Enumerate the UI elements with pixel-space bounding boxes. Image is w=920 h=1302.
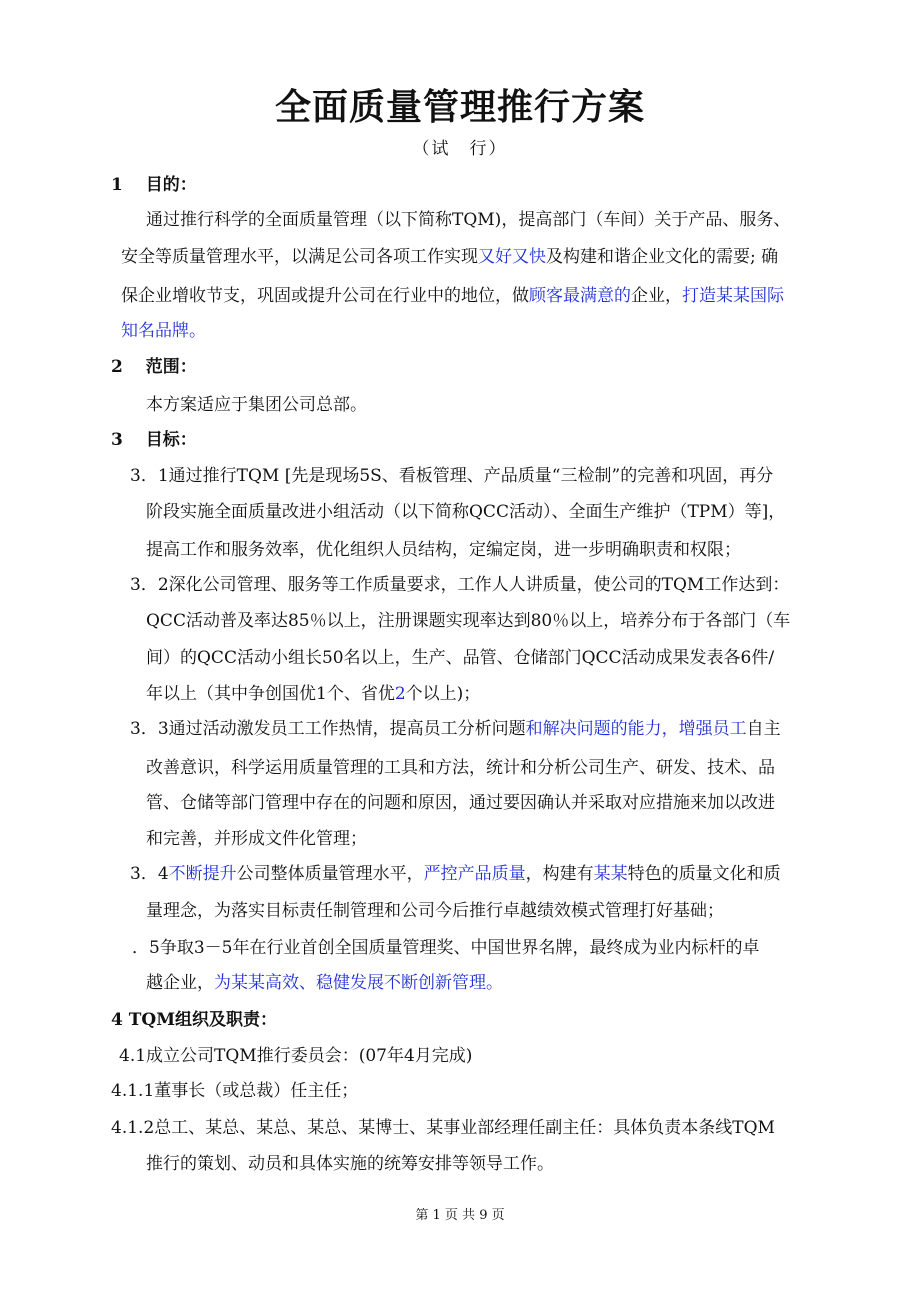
- text-run: 特色的质量文化和质: [627, 864, 781, 884]
- document-title: 全面质量管理推行方案: [274, 87, 645, 128]
- text-run: 4.1.1董事长（或总裁）任主任；: [111, 1081, 359, 1101]
- text-run: 2 范围：: [111, 357, 197, 377]
- text-run: 3 目标：: [111, 430, 197, 450]
- paragraph-line: [146, 608, 790, 634]
- section-heading: [111, 427, 197, 453]
- highlighted-text: 打造某某国际: [682, 286, 784, 306]
- text-run: 本方案适应于集团公司总部。: [146, 395, 367, 415]
- paragraph-line: [130, 861, 781, 887]
- text-run: 4 TQM组织及职责：: [111, 1010, 278, 1030]
- text-run: 年以上（其中争创国优1个、省优: [146, 684, 395, 704]
- text-run: 3．4: [130, 864, 169, 884]
- text-run: 安全等质量管理水平，以满足公司各项工作实现: [121, 247, 478, 267]
- paragraph-line: [146, 681, 480, 707]
- paragraph-line: [146, 499, 785, 525]
- highlighted-text: 又好又快: [478, 247, 546, 267]
- text-run: 量理念，为落实目标责任制管理和公司今后推行卓越绩效模式管理打好基础；: [146, 901, 724, 921]
- text-run: 4.1.2总工、某总、某总、某总、某博士、某事业部经理任副主任：具体负责本条线TQM: [111, 1118, 775, 1138]
- document-subtitle: （试 行）: [412, 139, 508, 159]
- paragraph-line: [121, 244, 778, 270]
- section-heading: [111, 354, 197, 380]
- highlighted-text: 为某某高效、稳健发展不断创新管理。: [214, 973, 503, 993]
- highlighted-text: 和解决问题的能力，增强员工: [525, 719, 747, 739]
- highlighted-text: 某某: [593, 864, 628, 884]
- text-run: 推行的策划、动员和具体实施的统筹安排等领导工作。: [146, 1154, 554, 1174]
- paragraph-line: [111, 1078, 358, 1104]
- text-run: 3．2深化公司管理、服务等工作质量要求，工作人人讲质量，使公司的TQM工作达到：: [130, 575, 790, 595]
- text-run: 保企业增收节支，巩固或提升公司在行业中的地位，做: [121, 286, 529, 306]
- section-heading: [111, 1007, 277, 1033]
- text-run: 1 目的：: [111, 175, 197, 195]
- paragraph-line: [121, 318, 206, 344]
- highlighted-text: 2: [394, 684, 406, 704]
- text-run: 改善意识，科学运用质量管理的工具和方法，统计和分析公司生产、研发、技术、品: [146, 758, 775, 778]
- paragraph-line: [119, 1043, 472, 1069]
- text-run: 及构建和谐企业文化的需要; 确: [546, 247, 779, 267]
- paragraph-line: [146, 392, 367, 418]
- page-footer: 第 1 页 共 9 页: [415, 1208, 505, 1223]
- paragraph-line: [146, 207, 790, 233]
- text-run: QCC活动普及率达85％以上，注册课题实现率达到80％以上，培养分布于各部门（车: [146, 611, 791, 631]
- paragraph-line: [130, 572, 789, 598]
- text-run: 4.1成立公司TQM推行委员会：(07年4月完成): [119, 1046, 473, 1066]
- text-run: 提高工作和服务效率，优化组织人员结构，定编定岗，进一步明确职责和权限；: [146, 540, 741, 560]
- text-run: 自主: [746, 719, 781, 739]
- paragraph-line: [146, 790, 775, 816]
- paragraph-line: [146, 970, 503, 996]
- text-run: 3．1通过推行TQM [先是现场5S、看板管理、产品质量“三检制”的完善和巩固，再分: [130, 466, 774, 486]
- text-run: 公司整体质量管理水平，: [236, 864, 424, 884]
- text-run: 间）的QCC活动小组长50名以上，生产、品管、仓储部门QCC活动成果发表各6件/: [146, 648, 775, 668]
- paragraph-line: [146, 826, 367, 852]
- text-run: 企业，: [631, 286, 682, 306]
- text-run: 管、仓储等部门管理中存在的问题和原因，通过要因确认并采取对应措施来加以改进: [146, 793, 775, 813]
- text-run: 3．3通过活动激发员工工作热情，提高员工分析问题: [130, 719, 526, 739]
- paragraph-line: [146, 645, 774, 671]
- paragraph-line: [146, 1151, 554, 1177]
- paragraph-line: [146, 755, 775, 781]
- highlighted-text: 知名品牌。: [121, 321, 206, 341]
- paragraph-line: [121, 283, 784, 309]
- text-run: ，构建有: [525, 864, 594, 884]
- paragraph-line: [146, 898, 724, 924]
- text-run: 个以上)；: [405, 684, 481, 704]
- paragraph-line: [146, 537, 741, 563]
- text-run: 通过推行科学的全面质量管理（以下简称TQM)，提高部门（车间）关于产品、服务、: [146, 210, 791, 230]
- paragraph-line: [132, 935, 759, 961]
- highlighted-text: 严控产品质量: [423, 864, 526, 884]
- text-run: 和完善，并形成文件化管理；: [146, 829, 367, 849]
- paragraph-line: [130, 463, 773, 489]
- paragraph-line: [111, 1115, 775, 1141]
- section-heading: [111, 172, 197, 198]
- paragraph-line: [130, 716, 781, 742]
- text-run: 越企业，: [146, 973, 214, 993]
- highlighted-text: 不断提升: [168, 864, 237, 884]
- text-run: ．5争取3－5年在行业首创全国质量管理奖、中国世界名牌，最终成为业内标杆的卓: [132, 938, 760, 958]
- highlighted-text: 顾客最满意的: [529, 286, 631, 306]
- text-run: 阶段实施全面质量改进小组活动（以下简称QCC活动）、全面生产维护（TPM）等]，: [146, 502, 786, 522]
